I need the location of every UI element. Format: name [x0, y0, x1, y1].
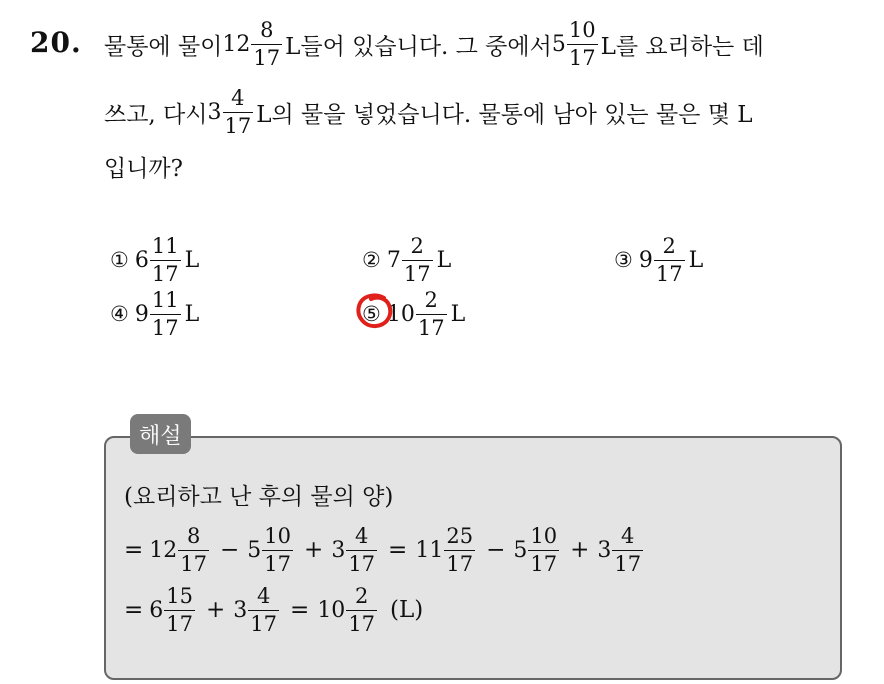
solution-line-2	[124, 522, 646, 578]
fraction-denominator: 17	[250, 611, 278, 636]
minus-sign: −	[486, 537, 506, 563]
unit-label: L	[184, 247, 200, 273]
mixed-number-whole: 3	[207, 99, 222, 125]
fraction-numerator: 8	[260, 17, 274, 42]
question-text: L의 물을 넣었습니다. 물통에 남아 있는 물은 몇 L	[256, 101, 753, 128]
fraction-denominator: 17	[568, 45, 596, 70]
fraction-numerator: 11	[151, 287, 179, 312]
choice-1[interactable]	[110, 230, 199, 290]
fraction-numerator: 2	[410, 233, 424, 258]
fraction	[528, 523, 559, 576]
plus-sign: +	[304, 537, 324, 563]
choice-marker: ④	[110, 302, 129, 326]
fraction	[612, 523, 643, 576]
unit-label: L	[688, 247, 704, 273]
equals-sign: =	[290, 597, 310, 623]
fraction-numerator: 11	[151, 233, 179, 258]
answer-circle-icon	[354, 292, 396, 332]
fraction	[164, 583, 195, 636]
plus-sign: +	[206, 597, 226, 623]
fraction-numerator: 15	[166, 583, 194, 608]
fraction-denominator: 17	[614, 551, 642, 576]
mixed-number-whole: 7	[386, 247, 401, 273]
choice-2[interactable]	[362, 230, 451, 290]
fraction-denominator: 17	[403, 261, 431, 286]
choice-marker: ②	[362, 248, 381, 272]
fraction	[262, 523, 293, 576]
mixed-number-whole: 3	[331, 537, 346, 563]
fraction	[416, 287, 447, 340]
fraction-denominator: 17	[151, 315, 179, 340]
solution-line-3	[124, 582, 423, 638]
fraction-numerator: 4	[354, 523, 369, 548]
fraction-numerator: 4	[621, 523, 635, 548]
mixed-number-whole: 5	[551, 31, 566, 57]
fraction	[223, 85, 254, 138]
choice-marker: ①	[110, 248, 129, 272]
unit-label: L	[184, 301, 200, 327]
fraction-numerator: 2	[354, 583, 369, 608]
fraction	[444, 523, 475, 576]
mixed-number-whole: 10	[386, 301, 415, 327]
solution-text: (요리하고 난 후의 물의 양)	[124, 483, 394, 510]
equals-sign: =	[124, 597, 144, 623]
fraction-numerator: 8	[186, 523, 201, 548]
fraction-numerator: 10	[264, 523, 292, 548]
mixed-number-whole: 5	[247, 537, 262, 563]
fraction-numerator: 4	[256, 583, 271, 608]
plus-sign: +	[570, 537, 590, 563]
fraction-denominator: 17	[655, 261, 683, 286]
question-line-2	[104, 82, 753, 142]
mixed-number-whole: 6	[134, 247, 149, 273]
fraction-denominator: 17	[224, 113, 252, 138]
unit-label: L	[436, 247, 452, 273]
equals-sign: =	[388, 537, 408, 563]
question-number: 20.	[30, 26, 82, 59]
mixed-number-whole: 12	[149, 537, 178, 563]
unit-label: (L)	[390, 597, 424, 623]
question-text: 물통에 물이	[104, 33, 223, 60]
fraction-numerator: 10	[568, 17, 596, 42]
fraction-denominator: 17	[180, 551, 208, 576]
mixed-number-whole: 10	[317, 597, 346, 623]
unit-label: L	[450, 301, 466, 327]
choice-marker: ⑤	[362, 302, 381, 326]
mixed-number-whole: 9	[638, 247, 653, 273]
fraction-denominator: 17	[446, 551, 474, 576]
question-text: L들어 있습니다. 그 중에서	[285, 33, 552, 60]
choice-marker: ③	[614, 248, 633, 272]
fraction-numerator: 4	[231, 85, 245, 110]
fraction-denominator: 17	[417, 315, 445, 340]
fraction-numerator: 2	[424, 287, 438, 312]
fraction-denominator: 17	[264, 551, 292, 576]
fraction	[178, 523, 209, 576]
fraction-numerator: 10	[530, 523, 558, 548]
fraction-denominator: 17	[530, 551, 558, 576]
solution-line-1	[124, 466, 393, 522]
fraction-denominator: 17	[348, 611, 376, 636]
fraction-numerator: 25	[446, 523, 474, 548]
fraction	[251, 17, 282, 70]
question-line-3	[104, 136, 183, 196]
choice-3[interactable]	[614, 230, 703, 290]
question-text: L를 요리하는 데	[600, 33, 764, 60]
question-text: 쓰고, 다시	[104, 101, 208, 128]
mixed-number-whole: 5	[513, 537, 528, 563]
equals-sign: =	[124, 537, 144, 563]
fraction-denominator: 17	[166, 611, 194, 636]
fraction	[346, 583, 377, 636]
mixed-number-whole: 3	[597, 537, 612, 563]
mixed-number-whole: 6	[149, 597, 164, 623]
mixed-number-whole: 11	[415, 537, 444, 563]
question-line-1	[104, 14, 764, 74]
fraction-denominator: 17	[151, 261, 179, 286]
mixed-number-whole: 9	[134, 301, 149, 327]
fraction-denominator: 17	[253, 45, 281, 70]
fraction	[150, 233, 181, 286]
fraction	[402, 233, 433, 286]
fraction	[346, 523, 377, 576]
fraction-numerator: 2	[662, 233, 676, 258]
fraction	[150, 287, 181, 340]
fraction	[654, 233, 685, 286]
minus-sign: −	[220, 537, 240, 563]
fraction-denominator: 17	[348, 551, 376, 576]
question-text: 입니까?	[104, 155, 183, 182]
mixed-number-whole: 12	[222, 31, 251, 57]
solution-tab: 해설	[130, 414, 191, 454]
mixed-number-whole: 3	[233, 597, 248, 623]
fraction	[567, 17, 598, 70]
choice-4[interactable]	[110, 284, 199, 344]
fraction	[248, 583, 279, 636]
